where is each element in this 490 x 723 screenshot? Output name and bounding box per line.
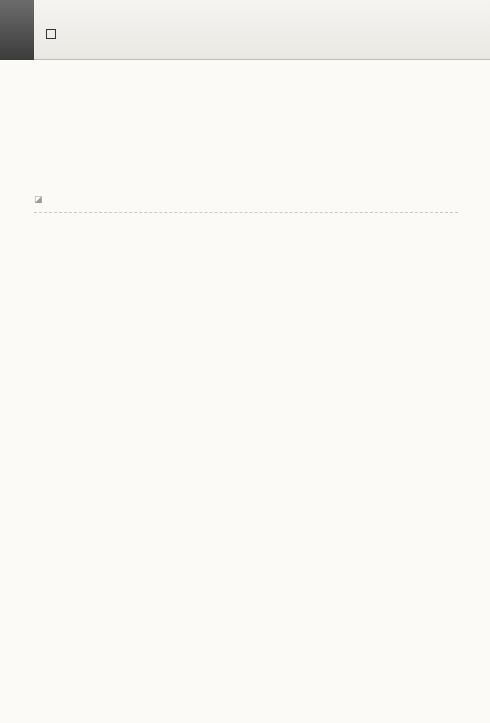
page-header [0, 0, 490, 60]
section1-heading [34, 195, 47, 205]
header-rule [34, 59, 490, 60]
section-marker-icon: ◪ [34, 195, 43, 205]
header-title [46, 29, 61, 39]
section1-divider [34, 212, 458, 213]
book-icon [46, 29, 56, 39]
header-dark-tab [0, 0, 34, 60]
